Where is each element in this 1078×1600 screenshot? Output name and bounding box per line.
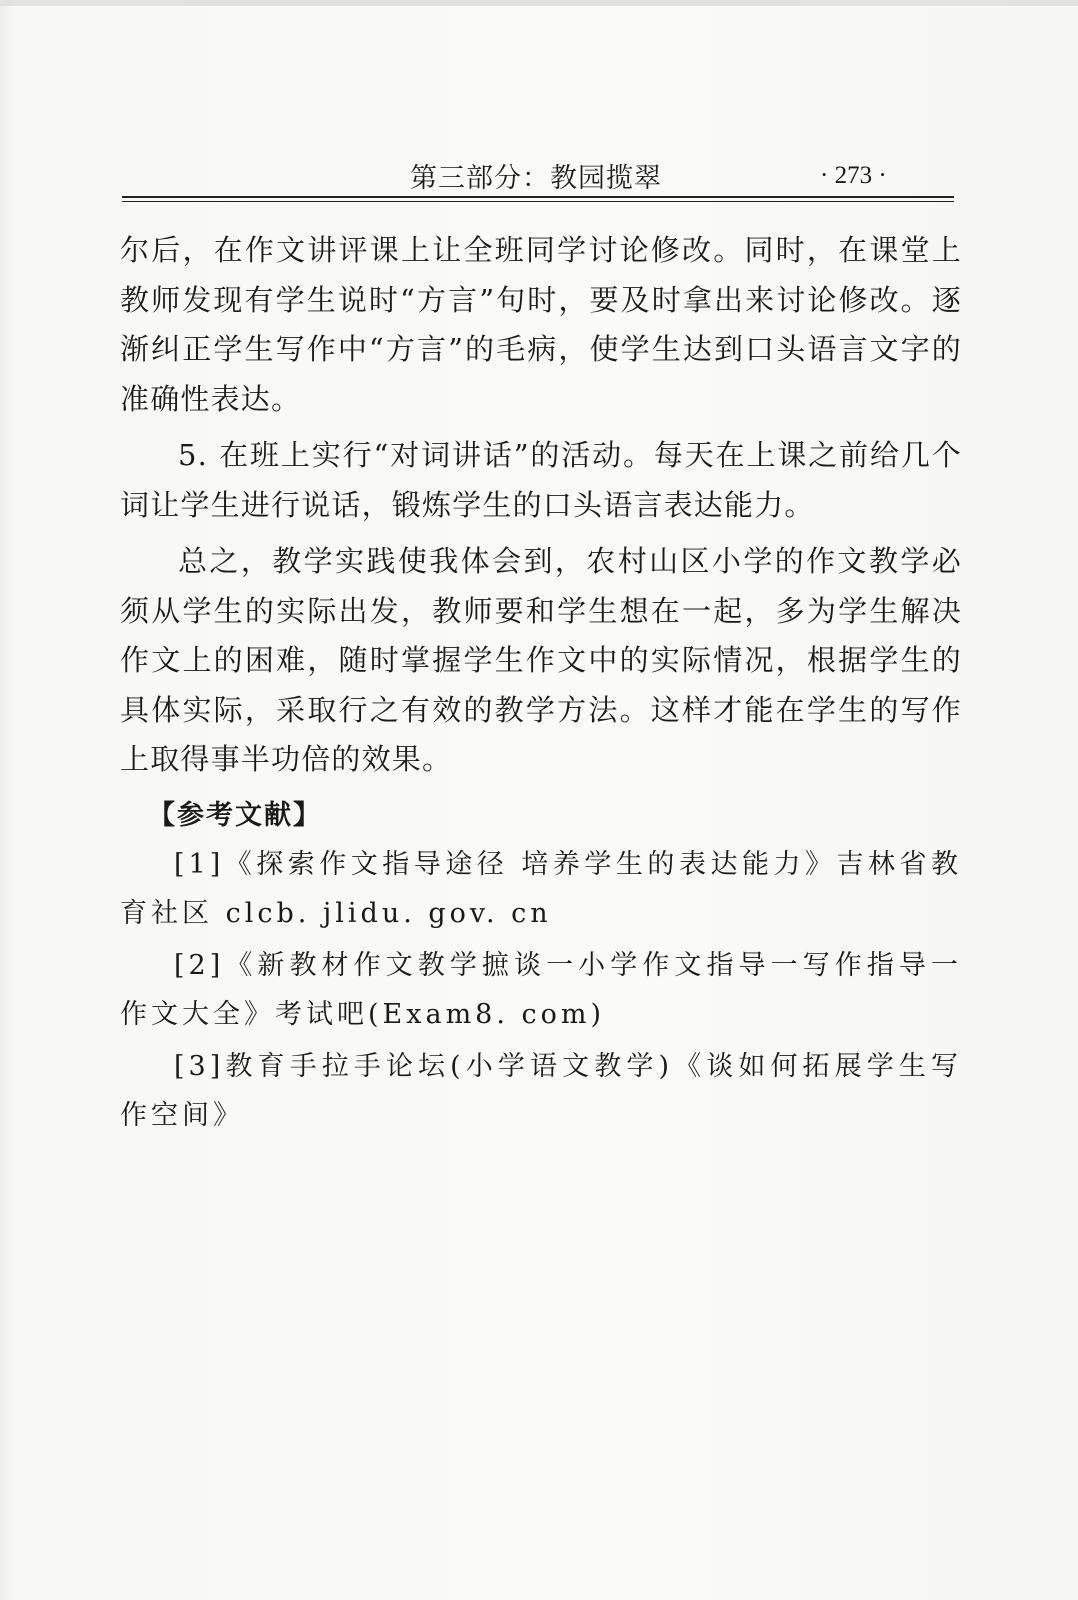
section-title: 第三部分：教园揽翠 <box>410 163 662 194</box>
references-heading: 【参考文献】 <box>148 799 322 831</box>
reference-item-3: [3]教育手拉手论坛(小学语文教学)《谈如何拓展学生写作空间》 <box>120 1050 962 1131</box>
page-number: · 273 · <box>820 162 887 189</box>
scan-edge <box>0 0 1078 6</box>
paragraph-conclusion: 总之，教学实践使我体会到，农村山区小学的作文教学必须从学生的实际出发，教师要和学生想在一起，多为学生解决作文上的困难，随时掌握学生作文中的实际情况，根据学生的具体实际，采取行之有效的教学方法。这样才能在学生的写作上取得事半功倍的效果。 <box>120 544 962 776</box>
reference-item-1: [1]《探索作文指导途径 培养学生的表达能力》吉林省教育社区 clcb. jlidu. gov. cn <box>120 848 962 929</box>
running-head <box>120 150 950 198</box>
paragraph-item-5: 5. 在班上实行“对词讲话”的活动。每天在上课之前给几个词让学生进行说话，锻炼学生的口头语言表达能力。 <box>120 438 962 522</box>
header-double-rule <box>122 196 954 202</box>
reference-item-2: [2]《新教材作文教学摭谈一小学作文指导一写作指导一作文大全》考试吧(Exam8. com) <box>120 949 962 1030</box>
paragraph-continuation: 尔后，在作文讲评课上让全班同学讨论修改。同时，在课堂上教师发现有学生说时“方言”句时，要及时拿出来讨论修改。逐渐纠正学生写作中“方言”的毛病，使学生达到口头语言文字的准确性表达。 <box>120 233 962 416</box>
body-text <box>120 226 962 1143</box>
